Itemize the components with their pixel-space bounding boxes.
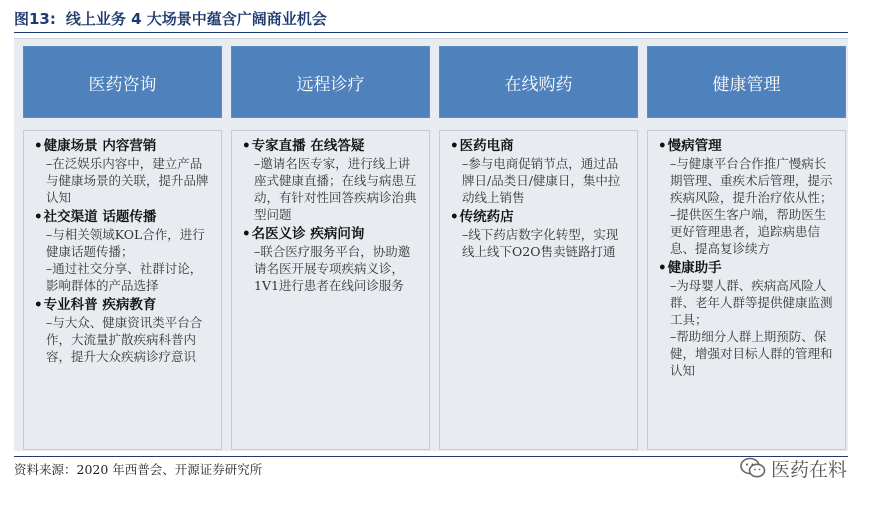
column-4-item-2 (658, 259, 837, 379)
column-2-body (231, 130, 430, 450)
title-rule (14, 32, 848, 33)
item-text: –提供医生客户端，帮助医生更好管理患者，追踪病患信息、提高复诊续方 (670, 207, 827, 256)
column-1-item-2 (34, 208, 213, 294)
column-4-header: 健康管理 (647, 46, 846, 118)
diagram-panel (14, 38, 848, 451)
item-text: –参与电商促销节点，通过品牌日/品类日/健康日，集中拉动线上销售 (462, 156, 621, 205)
column-4-body (647, 130, 846, 450)
item-title: •社交渠道 话题传播 (34, 209, 157, 225)
item-text: –通过社交分享、社群讨论，影响群体的产品选择 (46, 261, 203, 293)
column-3-item-1 (450, 137, 629, 206)
column-4-item-1 (658, 137, 837, 257)
item-title: •医药电商 (450, 138, 514, 154)
wechat-icon (740, 457, 766, 479)
item-title: •健康助手 (658, 260, 722, 276)
item-text: –帮助细分人群上期预防、保健，增强对目标人群的管理和认知 (670, 329, 833, 378)
watermark (740, 453, 847, 483)
item-text: –与大众、健康资讯类平台合作，大流量扩散疾病科普内容，提升大众疾病诊疗意识 (46, 315, 203, 364)
item-title: •名医义诊 疾病问询 (242, 226, 365, 242)
column-2 (231, 46, 430, 450)
item-title: •专家直播 在线答疑 (242, 138, 365, 154)
item-title: •健康场景 内容营销 (34, 138, 157, 154)
item-text: –联合医疗服务平台，协助邀请名医开展专项疾病义诊，1V1进行患者在线问诊服务 (254, 244, 411, 293)
column-1-item-3 (34, 296, 213, 365)
item-title: •专业科普 疾病教育 (34, 297, 157, 313)
column-1 (23, 46, 222, 450)
column-3 (439, 46, 638, 450)
column-3-body (439, 130, 638, 450)
figure-title-text: 线上业务 4 大场景中蕴含广阔商业机会 (65, 10, 327, 28)
item-text: –线下药店数字化转型，实现线上线下O2O售卖链路打通 (462, 227, 619, 259)
item-text: –与健康平台合作推广慢病长期管理、重疾术后管理，提示疾病风险，提升治疗依从性； (670, 156, 833, 205)
item-text: –在泛娱乐内容中，建立产品与健康场景的关联，提升品牌认知 (46, 156, 209, 205)
watermark-text: 医药在料 (771, 458, 848, 481)
source-rule (14, 456, 848, 457)
column-3-item-2 (450, 208, 629, 260)
item-text: –邀请名医专家，进行线上讲座式健康直播；在线与病患互动，有针对性回答疾病诊治典型问题 (254, 156, 417, 222)
item-title: •慢病管理 (658, 138, 722, 154)
column-4 (647, 46, 846, 450)
item-title: •传统药店 (450, 209, 514, 225)
column-2-item-2 (242, 225, 421, 294)
column-1-header: 医药咨询 (23, 46, 222, 118)
item-text: –与相关领域KOL合作，进行健康话题传播； (46, 227, 205, 259)
column-3-header: 在线购药 (439, 46, 638, 118)
source-note: 资料来源：2020 年西普会、开源证券研究所 (14, 462, 263, 477)
figure-title (14, 6, 854, 32)
figure-number: 图13: (14, 10, 56, 28)
column-2-item-1 (242, 137, 421, 223)
item-text: –为母婴人群、疾病高风险人群、老年人群等提供健康监测工具； (670, 278, 833, 327)
column-2-header: 远程诊疗 (231, 46, 430, 118)
column-1-body (23, 130, 222, 450)
column-1-item-1 (34, 137, 213, 206)
